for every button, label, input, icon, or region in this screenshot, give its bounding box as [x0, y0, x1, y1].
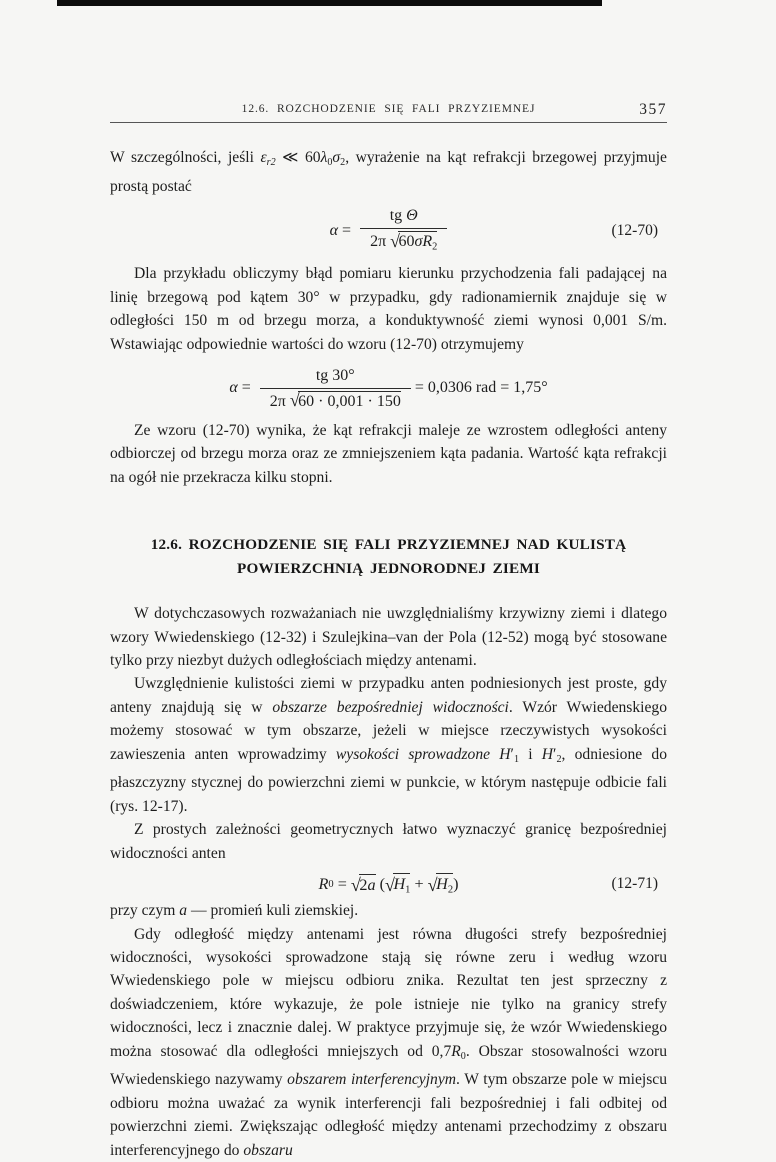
paragraph-example: Dla przykładu obliczymy błąd pomiaru kierunku przychodzenia fali padającej na linię brzegową pod kątem 30° w przypadku, gdy radionamiernik znajduje się w odległości 150 m od brzegu morza, a konduktywność ziemi wynosi 0,001 S/m. Wstawiając odpowiednie wartości do wzoru (12-70) otrzymujemy: [110, 265, 667, 353]
paragraph-line-of-sight: Uwzględnienie kulistości ziemi w przypadku anten podniesionych jest proste, gdy anteny znajdują się w obszarze bezpośredniej widoczności. Wzór Wwiedenskiego możemy stosować w tym obszarze, jeżeli w miejsce rzeczywistych wysokości zawieszenia anten wprowadzimy wysokości sprowadzone $H'_1$ i $H'_2$, odniesione do płaszczyzny stycznej do powierzchni ziemi w punkcie, w którym następuje odbicie fali (rys. 12-17).: [110, 675, 667, 815]
formula-12-71: [110, 873, 667, 895]
formula-12-70: [110, 205, 667, 257]
section-heading-line2: POWIERZCHNIĄ JEDNORODNEJ ZIEMI: [237, 560, 540, 578]
paragraph-refraction-conclusion: Ze wzoru (12-70) wynika, że kąt refrakcji maleje ze wzrostem odległości anteny odbiorczej od brzegu morza oraz ze zmniejszeniem kąta padania. Wartość kąta refrakcji na ogół nie przekracza kilku stopni.: [110, 421, 667, 486]
fraction: [360, 205, 447, 257]
section-heading-line1: 12.6. ROZCHODZENIE SIĘ FALI PRZYZIEMNEJ NAD KULISTĄ: [150, 536, 627, 554]
page-header: [110, 103, 667, 123]
formula-lhs: α =: [229, 379, 255, 397]
fraction-numerator: tg 30°: [315, 366, 355, 384]
paragraph-interference-region: Gdy odległość między antenami jest równa długości strefy bezpośredniej widoczności, wysokości sprowadzone stają się równe zeru i według wzoru Wwiedenskiego pole w miejscu odbioru znika. Rezultat ten jest sprzeczny z doświadczeniem, które wykazuje, że pole istnieje nie tylko na granicy strefy widoczności, lecz i znacznie dalej. W praktyce przyjmuje się, że wzór Wwiedenskiego można stosować dla odległości mniejszych od $0,7R_0$. Obszar stosowalności wzoru Wwiedenskiego nazywamy obszarem interferencyjnym. W tym obszarze pole w miejscu odbioru można uważać za wynik interferencji fali bezpośredniej i fali odbitej od powierzchni ziemi. Zwiększając odległość między antenami przechodzimy z obszaru interferencyjnego do obszaru: [110, 925, 667, 1159]
fraction-denominator: 2π √60 · 0,001 · 150: [260, 388, 411, 412]
fraction-denominator: 2π $√60\sigma R_2$: [360, 228, 447, 257]
equation-label-12-70: (12-70): [611, 222, 658, 240]
paragraph-radius-note: przy czym a — promień kuli ziemskiej.: [110, 902, 359, 920]
book-page: [110, 103, 667, 1162]
page-number: 357: [639, 101, 667, 118]
section-heading: [110, 533, 667, 581]
scan-artifact-bar: [57, 0, 602, 6]
running-title: 12.6. ROZCHODZENIE SIĘ FALI PRZYZIEMNEJ: [241, 103, 536, 115]
equation-label-12-71: (12-71): [611, 875, 658, 893]
formula-lhs: α =: [329, 222, 356, 240]
fraction: [260, 365, 411, 412]
formula-result: = 0,0306 rad = 1,75°: [410, 379, 548, 397]
paragraph-intro: W szczególności, jeśli $\varepsilon_{r2}$ ≪ $60\lambda_0\sigma_2$, wyrażenie na kąt refrakcji brzegowej przyjmuje prostą postać: [110, 149, 667, 195]
formula-line: R 0 = √ 2a ( √ $H_1$ + √ $H_2$ ): [318, 874, 459, 896]
paragraph-earth-curvature: W dotychczasowych rozważaniach nie uwzględnialiśmy krzywizny ziemi i dlatego wzory Wwiedenskiego (12-32) i Szulejkina–van der Pola (12-52) mogą być stosowane tylko przy niezbyt dużych odległościach między antenami.: [110, 605, 667, 670]
fraction-numerator: tg Θ: [389, 207, 418, 225]
paragraph-geometry: Z prostych zależności geometrycznych łatwo wyznaczyć granicę bezpośredniej widoczności anten: [110, 821, 667, 862]
formula-example-calculation: [110, 365, 667, 412]
